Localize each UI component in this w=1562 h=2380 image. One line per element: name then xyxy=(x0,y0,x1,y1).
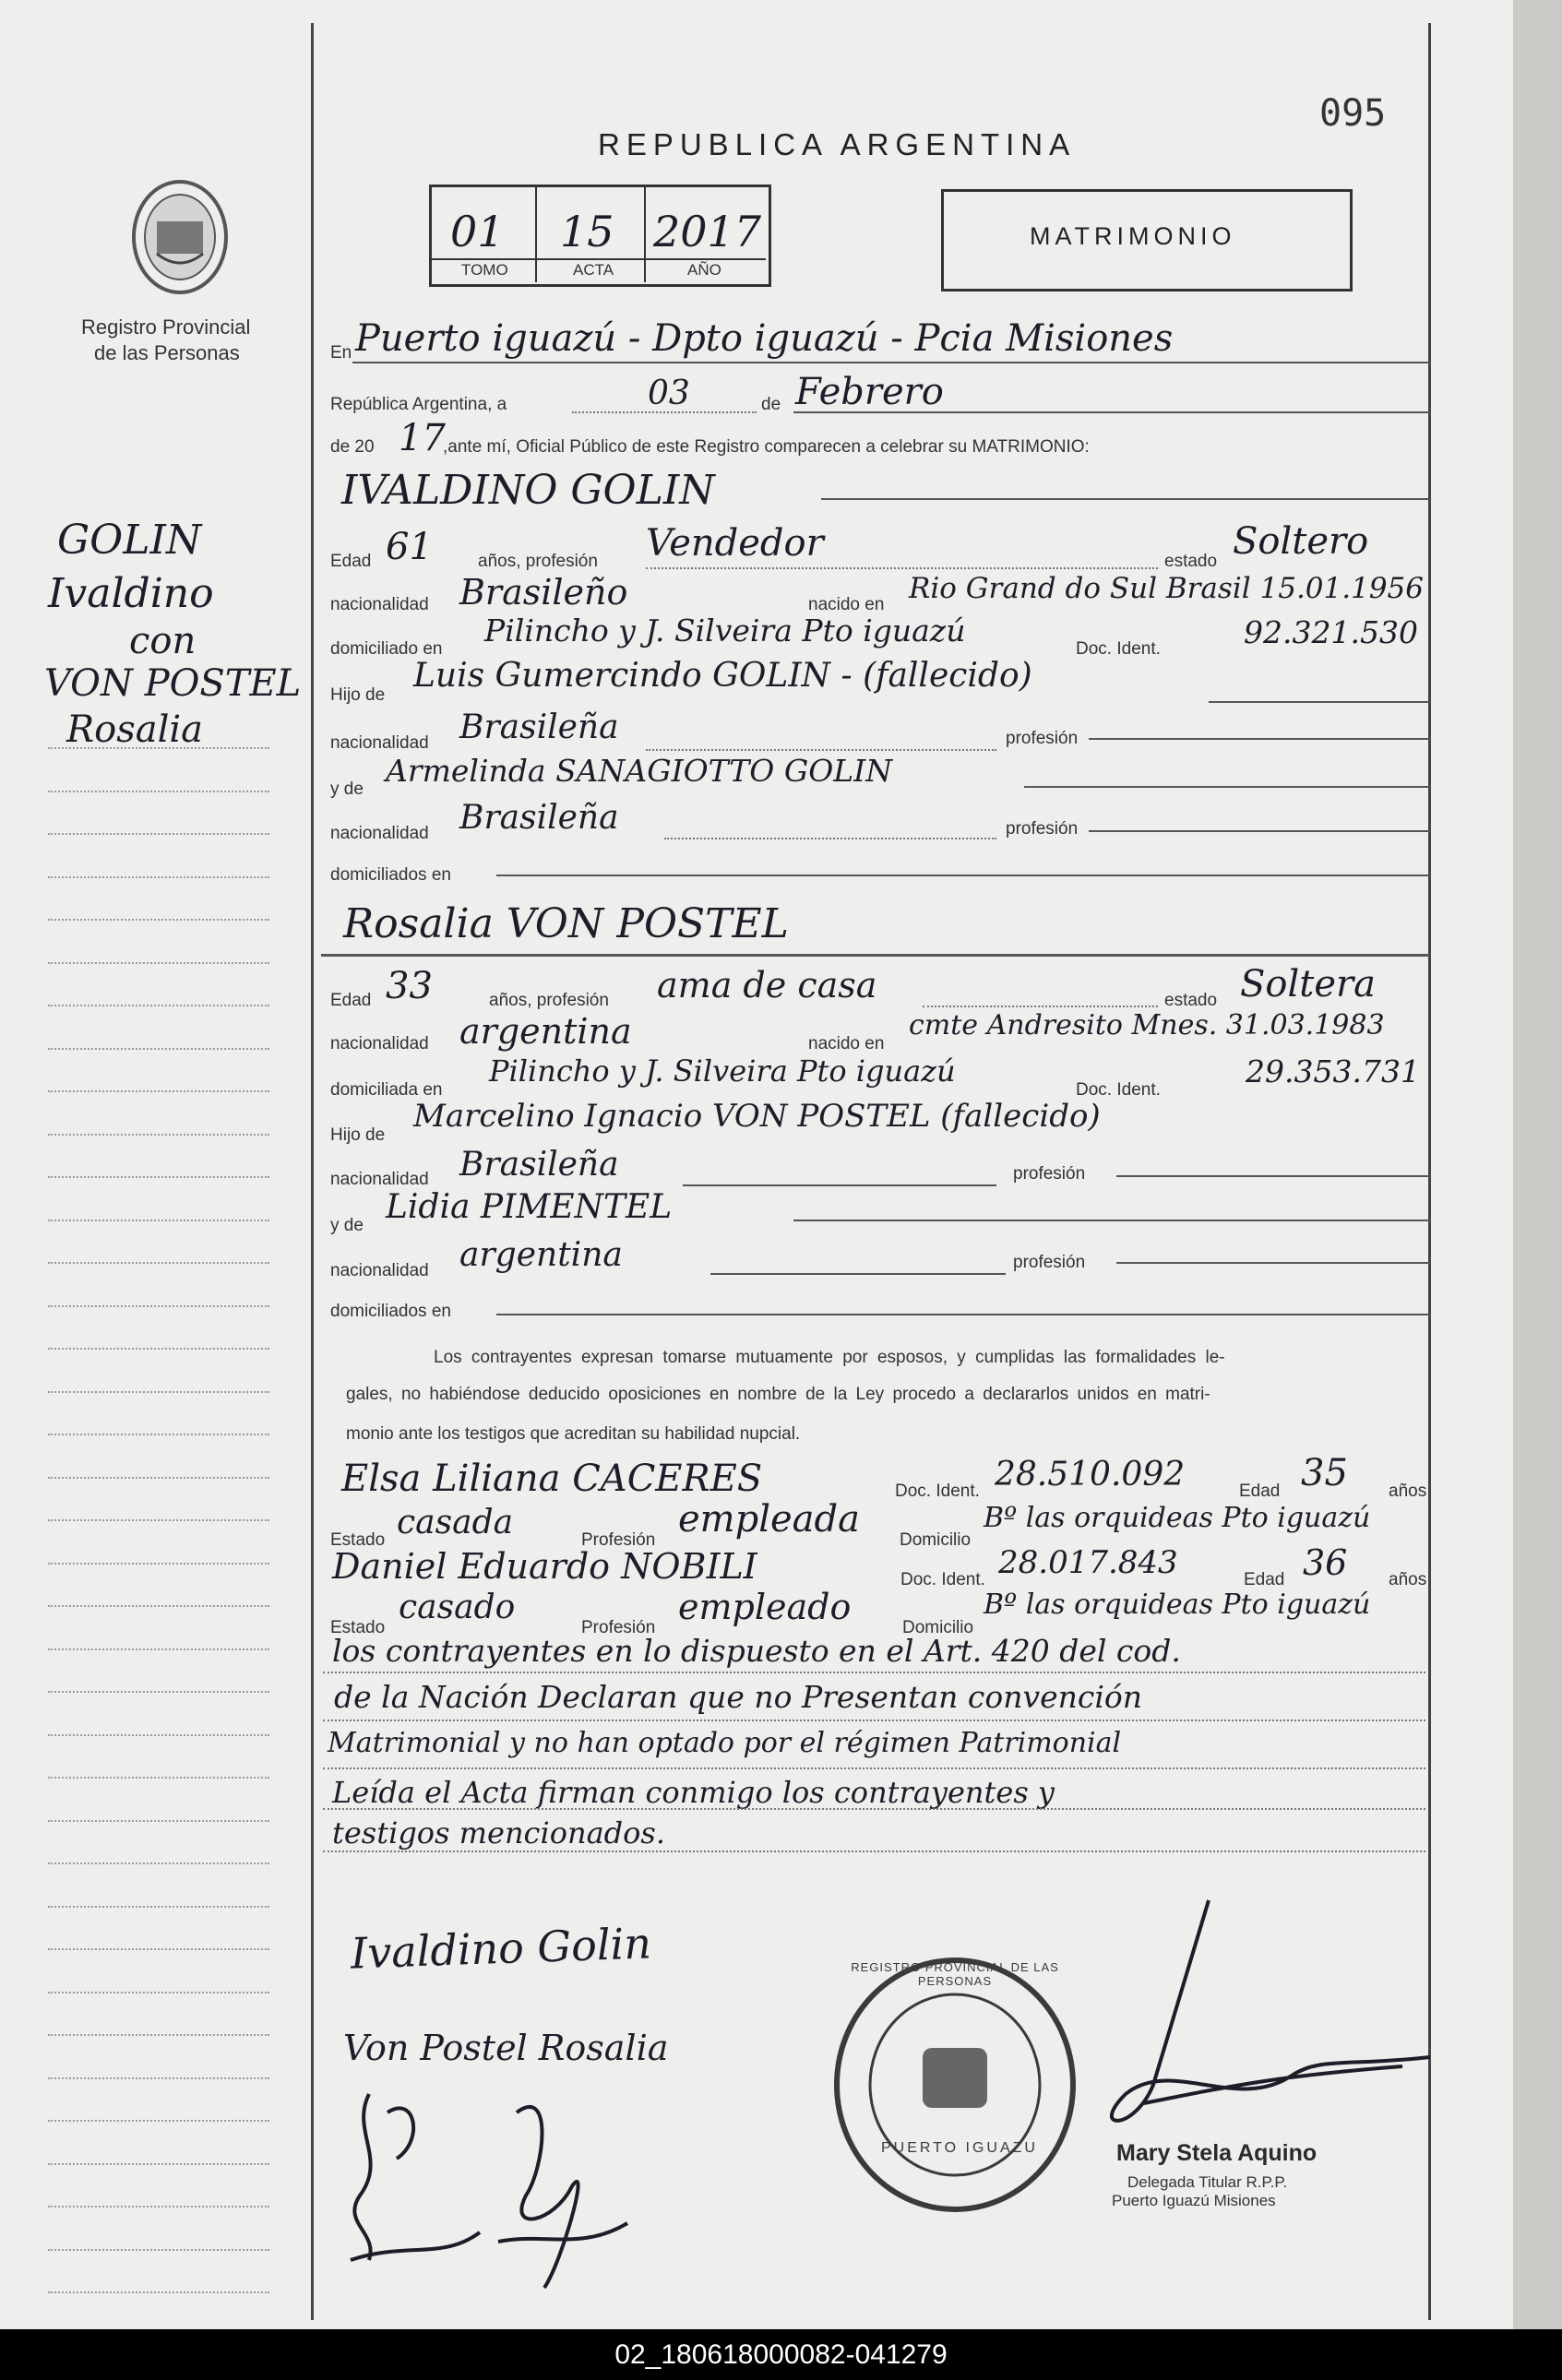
bride-prof-padre-label: profesión xyxy=(1013,1164,1086,1184)
field-underline xyxy=(1089,830,1430,832)
groom-prof-madre-label: profesión xyxy=(1006,819,1079,839)
groom-nacionalidad-label: nacionalidad xyxy=(330,595,429,614)
margin-ruled-line xyxy=(48,1048,269,1050)
declaration-line: Los contrayentes expresan tomarse mutuamente por esposos, y cumplidas las formalidades le- xyxy=(434,1348,1225,1367)
groom-nac-madre: Brasileña xyxy=(459,799,619,837)
witness1-name: Elsa Liliana CACERES xyxy=(341,1458,763,1500)
note-line: de la Nación Declaran que no Presentan convención xyxy=(334,1679,1143,1715)
bride-nac-padre: Brasileña xyxy=(459,1146,619,1184)
margin-ruled-line xyxy=(48,1519,269,1521)
bride-nac-madre: argentina xyxy=(459,1236,623,1274)
field-underline xyxy=(1089,738,1430,740)
margin-ruled-line xyxy=(48,1305,269,1307)
groom-edad-label: Edad xyxy=(330,552,372,571)
tomo-label: TOMO xyxy=(461,261,508,279)
margin-ruled-line xyxy=(48,791,269,792)
bride-edad: 33 xyxy=(386,965,433,1007)
margin-ruled-line xyxy=(48,1862,269,1864)
ano-value: 2017 xyxy=(653,207,762,256)
margin-ruled-line xyxy=(48,833,269,835)
field-underline xyxy=(793,1220,1430,1221)
witness-signatures xyxy=(332,2076,646,2315)
date-prefix: República Argentina, a xyxy=(330,395,507,414)
note-underline xyxy=(323,1850,1425,1852)
tomo-value: 01 xyxy=(450,207,505,256)
margin-ruled-line xyxy=(48,1906,269,1908)
witness1-anos-label: años xyxy=(1389,1482,1427,1501)
bride-domicilio: Pilincho y J. Silveira Pto iguazú xyxy=(489,1053,956,1089)
margin-border-left xyxy=(311,23,314,2320)
witness2-domicilio: Bº las orquideas Pto iguazú xyxy=(984,1589,1371,1621)
margin-ruled-line xyxy=(48,876,269,878)
bride-madre: Lidia PIMENTEL xyxy=(386,1188,673,1226)
groom-estado: Soltero xyxy=(1233,520,1369,563)
footer-code: 02_180618000082-041279 xyxy=(0,2329,1562,2380)
field-underline xyxy=(352,362,1430,363)
note-line: Matrimonial y no han optado por el régimen Patrimonial xyxy=(328,1727,1122,1759)
margin-ruled-line xyxy=(48,1434,269,1435)
margin-ruled-line xyxy=(48,747,269,749)
margin-ruled-line xyxy=(48,1090,269,1092)
groom-madre-label: y de xyxy=(330,779,364,799)
field-underline xyxy=(1024,786,1430,788)
bride-edad-label: Edad xyxy=(330,991,372,1010)
bride-padre: Marcelino Ignacio VON POSTEL (fallecido) xyxy=(413,1098,1101,1135)
witness2-name: Daniel Eduardo NOBILI xyxy=(332,1546,757,1587)
acta-value: 15 xyxy=(560,207,614,256)
witness2-estado: casado xyxy=(399,1589,516,1626)
witness1-domicilio: Bº las orquideas Pto iguazú xyxy=(984,1502,1371,1534)
margin-ruled-line xyxy=(48,1820,269,1822)
bride-prof-madre-label: profesión xyxy=(1013,1253,1086,1272)
declaration-line: gales, no habiéndose deducido oposiciones en nombre de la Ley procedo a declararlos unidos en matri- xyxy=(346,1385,1210,1404)
margin-ruled-line xyxy=(48,1477,269,1479)
bride-signature: Von Postel Rosalia xyxy=(343,2028,669,2068)
record-box-label-line xyxy=(432,258,766,260)
page-edge xyxy=(1513,0,1562,2329)
margin-ruled-line xyxy=(48,2163,269,2165)
field-underline xyxy=(646,749,996,751)
margin-ruled-line xyxy=(48,919,269,921)
record-type-label: MATRIMONIO xyxy=(1030,222,1236,250)
groom-edad: 61 xyxy=(386,526,433,568)
place-value: Puerto iguazú - Dpto iguazú - Pcia Misiones xyxy=(355,317,1174,360)
official-signature xyxy=(1052,1891,1439,2168)
bride-profesion-label: años, profesión xyxy=(489,991,609,1010)
bride-domicilio-label: domiciliada en xyxy=(330,1080,443,1100)
bride-madre-label: y de xyxy=(330,1216,364,1235)
witness2-doc-label: Doc. Ident. xyxy=(900,1570,985,1589)
groom-nac-padre-label: nacionalidad xyxy=(330,733,429,753)
margin-ruled-line xyxy=(48,1691,269,1693)
groom-name: IVALDINO GOLIN xyxy=(341,467,715,514)
bride-domiciliados-label: domiciliados en xyxy=(330,1302,451,1321)
bride-nacionalidad: argentina xyxy=(459,1011,632,1052)
bride-nac-padre-label: nacionalidad xyxy=(330,1170,429,1189)
witness1-edad: 35 xyxy=(1301,1452,1348,1494)
field-underline xyxy=(1209,701,1430,703)
witness1-profesion-label: Profesión xyxy=(581,1530,656,1550)
witness1-estado-label: Estado xyxy=(330,1530,386,1550)
bride-profesion: ama de casa xyxy=(657,965,877,1006)
date-day: 03 xyxy=(648,375,690,412)
field-underline xyxy=(1116,1175,1430,1177)
field-underline xyxy=(821,498,1430,500)
folio-number: 095 xyxy=(1319,92,1387,135)
acta-label: ACTA xyxy=(573,261,614,279)
groom-nac-padre: Brasileña xyxy=(459,708,619,746)
margin-ruled-line xyxy=(48,2034,269,2036)
declaration-line: monio ante los testigos que acreditan su habilidad nupcial. xyxy=(346,1424,801,1444)
groom-doc-label: Doc. Ident. xyxy=(1076,639,1161,659)
margin-ruled-line xyxy=(48,1391,269,1393)
field-underline xyxy=(646,567,1158,569)
groom-domiciliados-label: domiciliados en xyxy=(330,865,451,885)
margin-ruled-line xyxy=(48,2249,269,2251)
witness1-doc-label: Doc. Ident. xyxy=(895,1482,980,1501)
ano-label: AÑO xyxy=(687,261,721,279)
margin-ruled-line xyxy=(48,1220,269,1221)
note-underline xyxy=(323,1720,1425,1721)
margin-ruled-line xyxy=(48,2120,269,2122)
witness2-profesion: empleado xyxy=(678,1587,852,1627)
witness2-domicilio-label: Domicilio xyxy=(902,1618,974,1637)
field-underline xyxy=(683,1184,996,1186)
bride-nacionalidad-label: nacionalidad xyxy=(330,1034,429,1053)
groom-prof-padre-label: profesión xyxy=(1006,729,1079,748)
groom-signature: Ivaldino Golin xyxy=(350,1918,652,1979)
date-month-prefix: de xyxy=(761,395,781,414)
witness2-profesion-label: Profesión xyxy=(581,1618,656,1637)
date-statement: ,ante mí, Oficial Público de este Registro comparecen a celebrar su MATRIMONIO: xyxy=(443,437,1090,457)
note-line: Leída el Acta firman conmigo los contrayentes y xyxy=(332,1775,1055,1810)
bride-estado: Soltera xyxy=(1240,963,1376,1006)
margin-note-line: Ivaldino xyxy=(48,570,214,617)
margin-ruled-line xyxy=(48,1992,269,1993)
witness1-profesion: empleada xyxy=(678,1498,860,1541)
margin-ruled-line xyxy=(48,962,269,964)
groom-estado-label: estado xyxy=(1164,552,1218,571)
stamp-ring-text: REGISTRO PROVINCIAL DE LAS PERSONAS xyxy=(851,1960,1059,1988)
witness2-edad: 36 xyxy=(1303,1542,1348,1583)
groom-domicilio-label: domiciliado en xyxy=(330,639,443,659)
field-underline xyxy=(321,954,1430,957)
note-underline xyxy=(323,1767,1425,1769)
bride-doc-label: Doc. Ident. xyxy=(1076,1080,1161,1100)
date-month: Febrero xyxy=(795,371,944,413)
note-line: testigos mencionados. xyxy=(332,1815,665,1850)
margin-ruled-line xyxy=(48,2077,269,2079)
groom-madre: Armelinda SANAGIOTTO GOLIN xyxy=(386,753,893,789)
note-underline xyxy=(323,1672,1425,1673)
bride-estado-label: estado xyxy=(1164,991,1218,1010)
margin-note-line: Rosalia xyxy=(66,708,204,751)
note-underline xyxy=(323,1808,1425,1810)
margin-ruled-line xyxy=(48,1734,269,1736)
margin-ruled-line xyxy=(48,1605,269,1607)
margin-ruled-line xyxy=(48,2291,269,2293)
note-line: los contrayentes en lo dispuesto en el Art. 420 del cod. xyxy=(332,1633,1181,1669)
field-underline xyxy=(793,411,1430,413)
groom-nacionalidad: Brasileño xyxy=(459,572,628,613)
witness2-edad-label: Edad xyxy=(1244,1570,1285,1589)
groom-domicilio: Pilincho y J. Silveira Pto iguazú xyxy=(484,613,966,649)
registry-name-line1: Registro Provincial xyxy=(81,315,251,339)
provincial-seal-logo xyxy=(129,180,231,300)
margin-ruled-line xyxy=(48,1948,269,1950)
witness1-estado: casada xyxy=(397,1504,514,1541)
bride-nacido: cmte Andresito Mnes. 31.03.1983 xyxy=(909,1009,1385,1041)
field-underline xyxy=(496,875,1430,876)
record-box-divider xyxy=(535,187,537,282)
margin-ruled-line xyxy=(48,1777,269,1779)
field-underline xyxy=(664,838,996,839)
witness2-anos-label: años xyxy=(1389,1570,1427,1589)
place-prefix: En xyxy=(330,343,352,363)
witness2-doc: 28.017.843 xyxy=(998,1544,1178,1581)
registry-name-line2: de las Personas xyxy=(94,341,240,364)
field-underline xyxy=(923,1006,1158,1007)
margin-ruled-line xyxy=(48,1348,269,1350)
bride-nacido-label: nacido en xyxy=(808,1034,885,1053)
stamp-city-text: PUERTO IGUAZU xyxy=(881,2140,1038,2156)
groom-nacido: Rio Grand do Sul Brasil 15.01.1956 xyxy=(909,572,1424,605)
margin-ruled-line xyxy=(48,1176,269,1178)
field-underline xyxy=(710,1273,1006,1275)
groom-profesion-label: años, profesión xyxy=(478,552,598,571)
witness2-estado-label: Estado xyxy=(330,1618,386,1637)
groom-nacido-label: nacido en xyxy=(808,595,885,614)
margin-ruled-line xyxy=(48,1563,269,1565)
margin-ruled-line xyxy=(48,1262,269,1264)
official-title: Delegada Titular R.P.P. xyxy=(1127,2173,1288,2191)
margin-ruled-line xyxy=(48,1134,269,1136)
bride-doc: 29.353.731 xyxy=(1246,1053,1420,1089)
groom-padre-label: Hijo de xyxy=(330,685,386,705)
record-box-divider xyxy=(644,187,646,282)
field-underline xyxy=(496,1314,1430,1315)
groom-padre: Luis Gumercindo GOLIN - (fallecido) xyxy=(413,657,1032,695)
official-office: Puerto Iguazú Misiones xyxy=(1112,2192,1276,2209)
bride-name: Rosalia VON POSTEL xyxy=(343,900,789,947)
official-name: Mary Stela Aquino xyxy=(1116,2140,1318,2166)
official-stamp xyxy=(826,1946,1084,2223)
margin-ruled-line xyxy=(48,2206,269,2207)
margin-note-line: GOLIN xyxy=(57,517,202,564)
groom-profesion: Vendedor xyxy=(646,522,824,565)
margin-note-line: VON POSTEL xyxy=(44,662,302,705)
bride-nac-madre-label: nacionalidad xyxy=(330,1261,429,1280)
margin-note-line: con xyxy=(129,620,197,662)
witness1-doc: 28.510.092 xyxy=(995,1456,1186,1493)
margin-ruled-line xyxy=(48,1005,269,1006)
margin-ruled-line xyxy=(48,1648,269,1650)
field-underline xyxy=(1116,1262,1430,1264)
witness1-domicilio-label: Domicilio xyxy=(900,1530,972,1550)
date-year-suffix: 17 xyxy=(399,417,446,459)
date-year-prefix: de 20 xyxy=(330,437,375,457)
country-header: REPUBLICA ARGENTINA xyxy=(598,127,1077,161)
groom-doc: 92.321.530 xyxy=(1244,614,1418,650)
groom-nac-madre-label: nacionalidad xyxy=(330,824,429,843)
bride-padre-label: Hijo de xyxy=(330,1125,386,1145)
witness1-edad-label: Edad xyxy=(1239,1482,1281,1501)
